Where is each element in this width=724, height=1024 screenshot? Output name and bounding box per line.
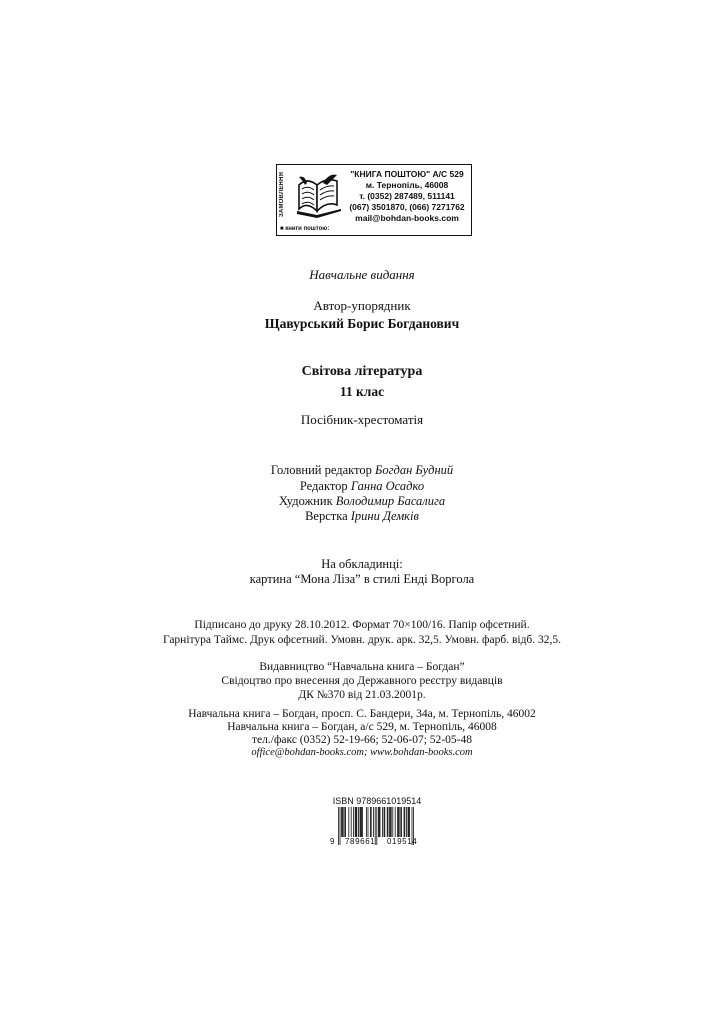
credit-line	[0, 479, 724, 494]
barcode-bar	[398, 807, 399, 837]
barcode-bar	[400, 807, 401, 837]
advert-foot-text: ■ книги поштою:	[280, 226, 330, 232]
address-line: Навчальна книга – Богдан, а/с 529, м. Тернопіль, 46008	[227, 721, 497, 733]
barcode-bar	[340, 807, 341, 845]
barcode-bar	[391, 807, 392, 837]
barcode-bar	[387, 807, 388, 837]
barcode-bar	[408, 807, 409, 837]
barcode-bar	[351, 807, 352, 837]
publisher-line: Свідоцтво про внесення до Державного реєстру видавців	[221, 675, 503, 687]
barcode-bar	[384, 807, 385, 837]
credit-role: Редактор	[299, 479, 348, 493]
barcode-bar	[356, 807, 357, 837]
credit-line	[0, 463, 724, 478]
barcode-bar	[404, 807, 405, 837]
barcode-bar	[343, 807, 344, 837]
barcode-bar	[378, 807, 379, 837]
credit-role: Головний редактор	[270, 463, 372, 477]
credit-role: Художник	[278, 494, 333, 508]
advert-lines	[343, 169, 471, 224]
mail-order-advert	[276, 164, 472, 236]
credit-name: Володимир Басалига	[335, 494, 446, 508]
barcode-bar	[360, 807, 361, 837]
cover-note-line2: картина “Мона Ліза” в стилі Енді Воргола	[249, 572, 475, 586]
barcode-bar	[361, 807, 362, 837]
barcode-bar	[379, 807, 380, 837]
barcode-bar	[401, 807, 402, 837]
address-line: тел./факс (0352) 52-19-66; 52-06-07; 52-05-48	[252, 734, 472, 746]
credit-name: Ірини Демків	[350, 509, 419, 523]
barcode-bar	[358, 807, 359, 837]
barcode-bar	[380, 807, 381, 837]
advert-line: т. (0352) 287489, 511141	[359, 191, 455, 201]
barcode-bar	[392, 807, 393, 837]
barcode-bar	[388, 807, 389, 837]
contacts-line: office@bohdan-books.com; www.bohdan-books.com	[251, 747, 473, 758]
advert-line: "КНИГА ПОШТОЮ" А/С 529	[350, 169, 464, 179]
barcode-bar	[355, 807, 356, 837]
cover-note-line1: На обкладинці:	[321, 557, 403, 571]
barcode-bar	[395, 807, 396, 837]
advert-line: mail@bohdan-books.com	[355, 213, 459, 223]
barcode-bar	[389, 807, 390, 837]
publisher-line: ДК №370 від 21.03.2001р.	[298, 689, 426, 701]
barcode-bar	[399, 807, 400, 837]
barcode-bar	[373, 807, 374, 837]
advert-line: м. Тернопіль, 46008	[365, 180, 449, 190]
book-subtitle: Посібник-хрестоматія	[300, 412, 424, 427]
barcode-bar	[397, 807, 398, 837]
barcode-bar	[371, 807, 372, 837]
book-title: Світова література	[301, 364, 423, 379]
edition-type: Навчальне видання	[309, 267, 415, 282]
barcode-bar	[344, 807, 345, 837]
book-grade: 11 клас	[339, 384, 385, 399]
barcode-bar	[409, 807, 410, 837]
barcode-bar	[341, 807, 342, 837]
barcode-digit-prefix: 9	[330, 837, 335, 846]
barcode-bar	[345, 807, 346, 837]
open-book-icon	[293, 171, 345, 223]
author-name: Щавурський Борис Богданович	[264, 316, 460, 331]
barcode-bar	[382, 807, 383, 837]
barcode-digits-right: 019514	[387, 837, 418, 846]
barcode-bar	[360, 807, 361, 837]
credit-line	[0, 509, 724, 524]
advert-line: (067) 3501870, (066) 7271762	[349, 202, 465, 212]
print-info-line: Підписано до друку 28.10.2012. Формат 70×100/16. Папір офсетний.	[194, 619, 530, 631]
barcode-bar	[348, 807, 349, 837]
credit-name: Ганна Осадко	[350, 479, 425, 493]
barcode-bar	[384, 807, 385, 837]
barcode-bar	[370, 807, 371, 837]
barcode-bar	[353, 807, 354, 837]
barcode-bar	[338, 807, 339, 845]
barcode-bar	[366, 807, 367, 837]
print-info-line: Гарнітура Таймс. Друк офсетний. Умовн. друк. арк. 32,5. Умовн. фарб. відб. 32,5.	[162, 634, 562, 646]
barcode-bar	[362, 807, 363, 837]
publisher-line: Видавництво “Навчальна книга – Богдан”	[259, 661, 465, 673]
barcode-bar	[342, 807, 343, 837]
barcode-bar	[376, 807, 377, 845]
barcode-bar	[356, 807, 357, 837]
address-line: Навчальна книга – Богдан, просп. С. Бандери, 34а, м. Тернопіль, 46002	[188, 708, 536, 720]
credit-name: Богдан Будний	[375, 463, 454, 477]
credit-line	[0, 494, 724, 509]
isbn-barcode	[330, 796, 424, 852]
barcode-bar	[368, 807, 369, 837]
author-role: Автор-упорядник	[313, 298, 411, 313]
barcode-bar	[406, 807, 407, 837]
credit-role: Верстка	[305, 509, 348, 523]
isbn-label: ISBN 9789661019514	[332, 796, 422, 806]
barcode-bar	[408, 807, 409, 837]
barcode-digits-left: 789661	[345, 837, 376, 846]
advert-side-text: ЗАМОВЛЕННЯ	[279, 171, 285, 217]
barcode-bar	[404, 807, 405, 837]
barcode-bar	[390, 807, 391, 837]
